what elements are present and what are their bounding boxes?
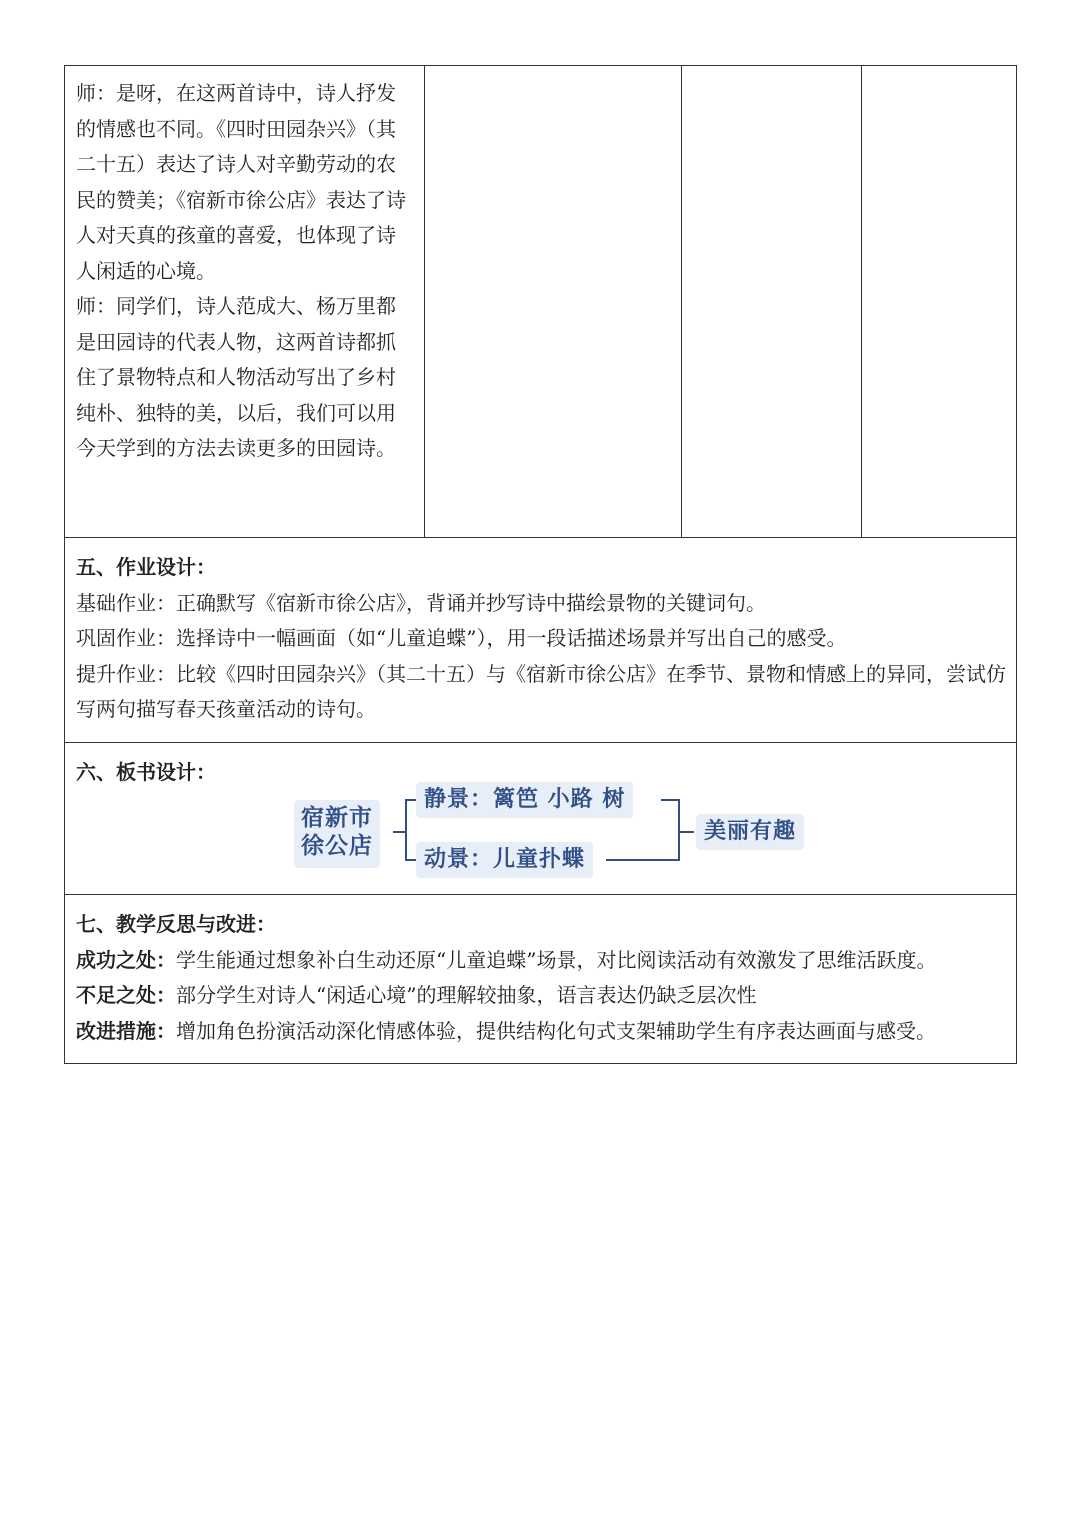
success-text: 学生能通过想象补白生动还原“儿童追蝶”场景，对比阅读活动有效激发了思维活跃度。	[176, 947, 937, 972]
success-label: 成功之处：	[76, 947, 176, 972]
homework-advanced: 提升作业：比较《四时田园杂兴》（其二十五）与《宿新市徐公店》在季节、景物和情感上的异同，尝试仿写两句描写春天孩童活动的诗句。	[76, 661, 1006, 721]
lesson-plan-page	[64, 65, 1016, 1064]
empty-cell-4	[862, 66, 1017, 538]
board-design-row	[65, 742, 1017, 895]
teacher-paragraph-2: 师：同学们，诗人范成大、杨万里都是田园诗的代表人物，这两首诗都抓住了景物特点和人物活动写出了乡村纯朴、独特的美，以后，我们可以用今天学到的方法去读更多的田园诗。	[76, 294, 396, 460]
teacher-dialogue-cell	[65, 66, 425, 538]
reflection-cell	[65, 895, 1017, 1064]
lesson-process-row	[65, 66, 1017, 538]
empty-cell-2	[425, 66, 682, 538]
improve-label: 改进措施：	[76, 1018, 176, 1043]
homework-cell	[65, 538, 1017, 743]
weakness-label: 不足之处：	[76, 983, 176, 1007]
weakness-text: 部分学生对诗人“闲适心境”的理解较抽象，语言表达仍缺乏层次性	[176, 983, 757, 1007]
conclusion-tag: 美丽有趣	[696, 814, 804, 850]
empty-cell-3	[682, 66, 862, 538]
static-scene-tag: 静景：篱笆 小路 树	[416, 782, 633, 818]
board-diagram	[76, 787, 1006, 890]
reflection-heading: 七、教学反思与改进：	[76, 912, 276, 936]
board-heading: 六、板书设计：	[76, 759, 216, 784]
reflection-weakness	[76, 978, 1006, 1014]
homework-basic: 基础作业：正确默写《宿新市徐公店》，背诵并抄写诗中描绘景物的关键词句。	[76, 590, 766, 615]
board-title-line2: 徐公店	[301, 833, 373, 859]
reflection-improve	[76, 1014, 1006, 1050]
improve-text: 增加角色扮演活动深化情感体验，提供结构化句式支架辅助学生有序表达画面与感受。	[176, 1018, 936, 1043]
board-title-tag	[294, 800, 380, 868]
lesson-plan-table	[64, 65, 1017, 1064]
dynamic-scene-tag: 动景：儿童扑蝶	[416, 842, 593, 878]
reflection-success	[76, 943, 1006, 979]
homework-heading: 五、作业设计：	[76, 555, 216, 579]
reflection-row	[65, 895, 1017, 1064]
board-design-cell	[65, 742, 1017, 895]
homework-consolidate: 巩固作业：选择诗中一幅画面（如“儿童追蝶”），用一段话描述场景并写出自己的感受。	[76, 626, 847, 650]
homework-row	[65, 538, 1017, 743]
teacher-paragraph-1: 师：是呀，在这两首诗中，诗人抒发的情感也不同。《四时田园杂兴》（其二十五）表达了诗人对辛勤劳动的农民的赞美；《宿新市徐公店》表达了诗人对天真的孩童的喜爱，也体现了诗人闲适的心境。	[76, 81, 406, 283]
board-title-line1: 宿新市	[301, 805, 373, 831]
